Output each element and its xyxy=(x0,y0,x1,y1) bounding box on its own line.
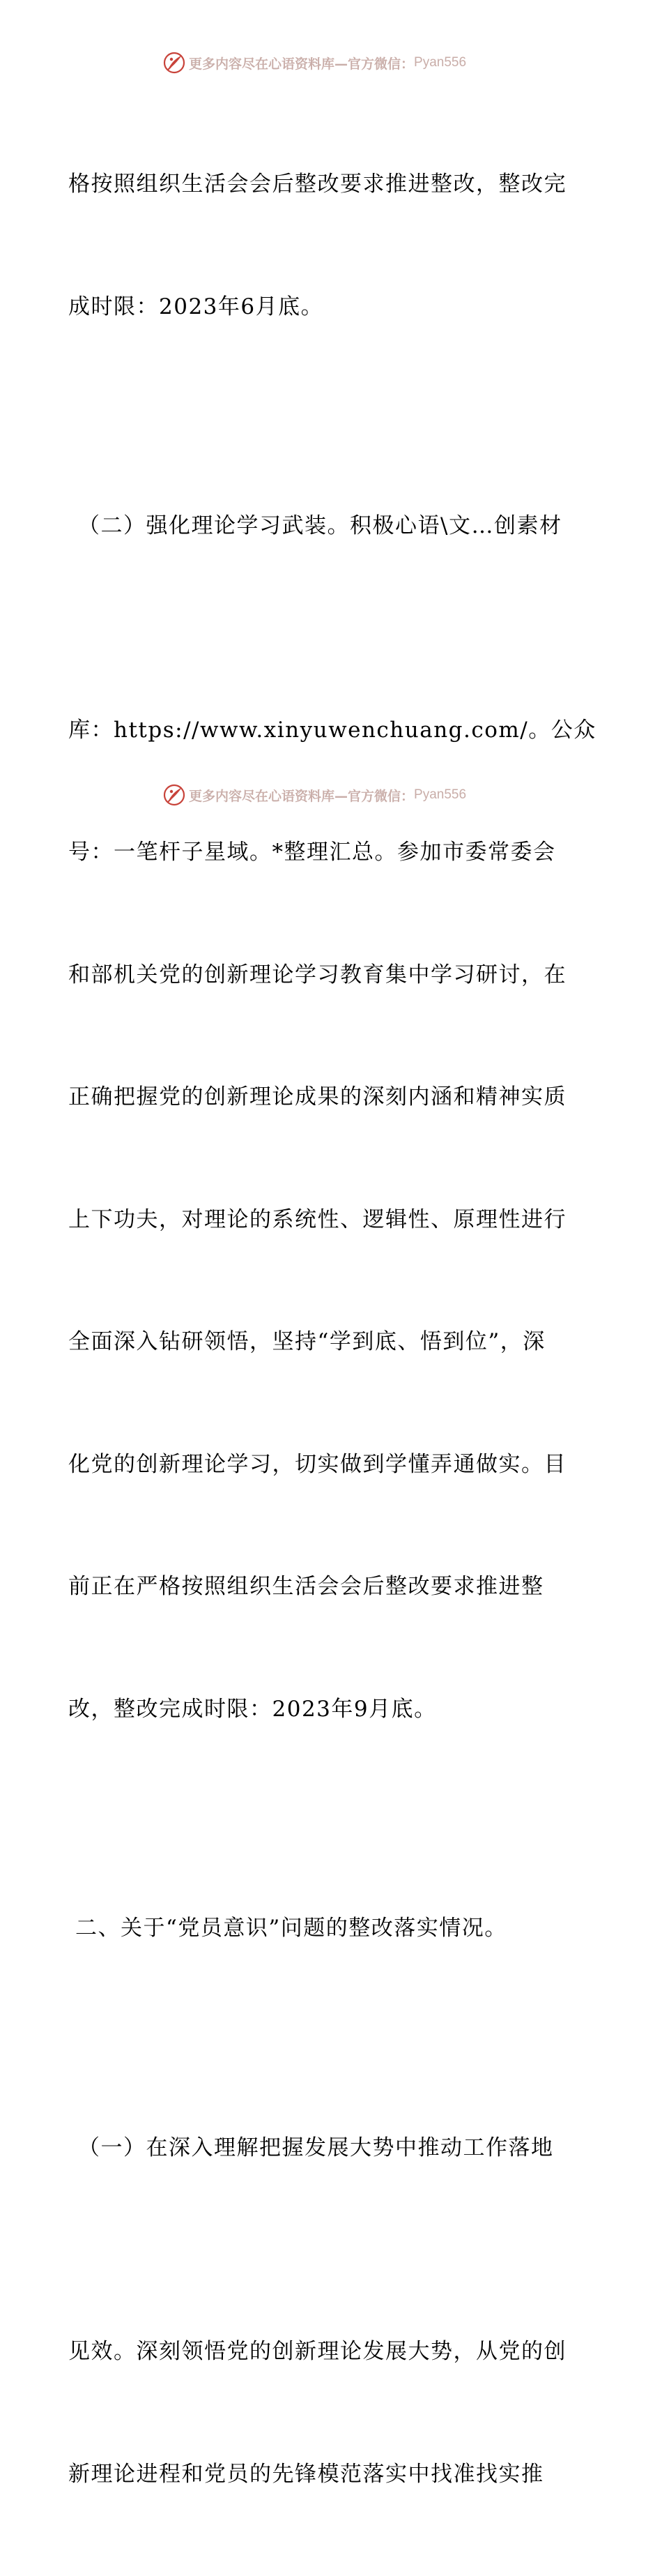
text-line: 库：https://www.xinyuwenchuang.com/。公众 xyxy=(68,717,596,743)
paragraph-4 xyxy=(68,2046,598,2250)
text-line: 成时限：2023年6月底。 xyxy=(68,294,324,319)
watermark-wechat-id: Pyan556 xyxy=(414,787,467,802)
text-line: （二）强化理论学习武装。积极心语\文…创素材 xyxy=(78,513,562,538)
text-line: 正确把握党的创新理论成果的深刻内涵和精神实质 xyxy=(68,1084,567,1109)
paragraph-4-body xyxy=(68,2250,598,2576)
text-line: 格按照组织生活会会后整改要求推进整改，整改完 xyxy=(68,172,567,197)
text-line: 全面深入钻研领悟，坚持“学到底、悟到位”，深 xyxy=(68,1329,546,1354)
text-line: （一）在深入理解把握发展大势中推动工作落地 xyxy=(78,2135,554,2160)
text-line: 号：一笔杆子星域。*整理汇总。参加市委常委会 xyxy=(68,840,556,865)
text-line: 前正在严格按照组织生活会会后整改要求推进整 xyxy=(68,1574,544,1599)
text-line: 改，整改完成时限：2023年9月底。 xyxy=(68,1696,437,1722)
watermark-banner-top xyxy=(162,50,466,75)
quill-pen-logo-icon xyxy=(162,783,186,807)
paragraph-2 xyxy=(68,424,598,628)
text-line: 上下功夫，对理论的系统性、逻辑性、原理性进行 xyxy=(68,1206,567,1232)
paragraph-1 xyxy=(68,82,598,409)
watermark-wechat-id: Pyan556 xyxy=(414,55,467,70)
watermark-text: 更多内容尽在心语资料库—官方微信： xyxy=(189,788,415,804)
text-line: 新理论进程和党员的先锋模范落实中找准找实推 xyxy=(68,2461,544,2487)
watermark-banner-bottom xyxy=(162,782,466,808)
text-line: 见效。深刻领悟党的创新理论发展大势，从党的创 xyxy=(68,2339,567,2364)
section-heading xyxy=(68,1826,598,2031)
text-line: 二、关于“党员意识”问题的整改落实情况。 xyxy=(75,1916,507,1941)
quill-pen-logo-icon xyxy=(162,51,186,75)
text-line: 化党的创新理论学习，切实做到学懂弄通做实。目 xyxy=(68,1451,567,1477)
document-body xyxy=(68,82,598,2576)
text-line: 和部机关党的创新理论学习教育集中学习研讨，在 xyxy=(68,962,567,987)
watermark-text: 更多内容尽在心语资料库—官方微信： xyxy=(189,56,415,72)
